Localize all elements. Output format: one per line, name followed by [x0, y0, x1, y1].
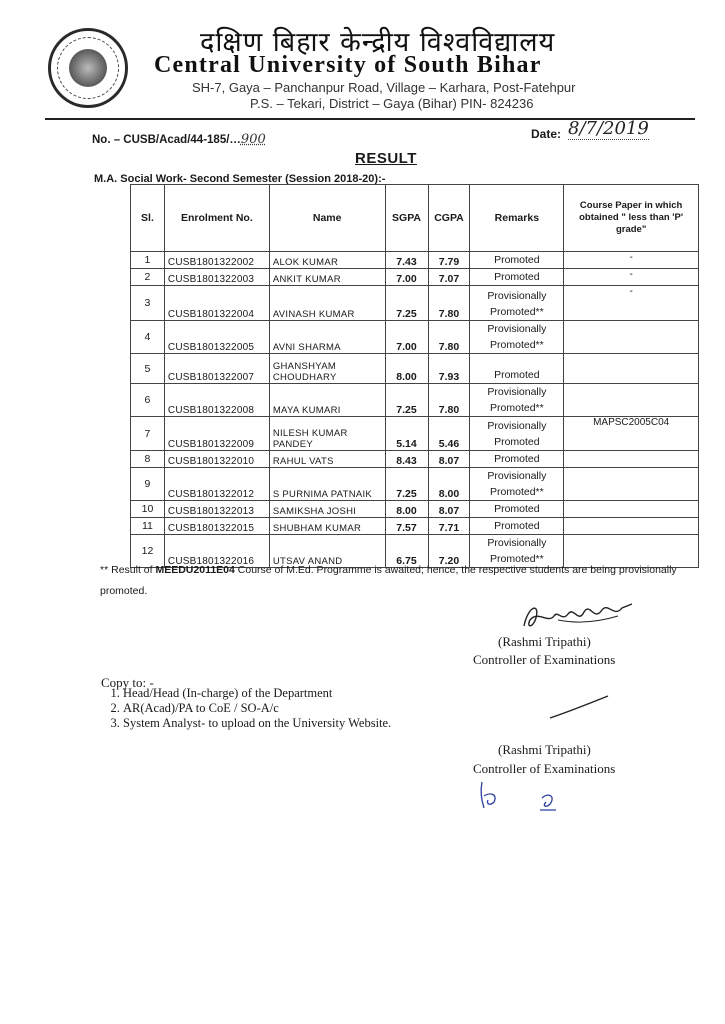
header-sgpa: SGPA — [385, 185, 428, 252]
cell-sgpa: 5.14 — [385, 417, 428, 451]
cell-cgpa: 5.46 — [428, 417, 470, 451]
cell-course-paper: - — [564, 252, 699, 269]
cell-remarks: Promoted — [470, 501, 564, 518]
header-enrolment: Enrolment No. — [164, 185, 269, 252]
cell-cgpa: 7.93 — [428, 354, 470, 384]
cell-sgpa: 8.00 — [385, 354, 428, 384]
results-table-body — [131, 252, 699, 568]
cell-sgpa: 7.00 — [385, 269, 428, 286]
cell-remarks: Promoted — [470, 451, 564, 468]
cell-sl: 7 — [131, 417, 165, 451]
cell-enrolment: CUSB1801322008 — [164, 384, 269, 417]
cell-enrolment: CUSB1801322007 — [164, 354, 269, 384]
cell-sl: 5 — [131, 354, 165, 384]
cell-course-paper: MAPSC2005C04 — [564, 417, 699, 451]
cell-enrolment: CUSB1801322009 — [164, 417, 269, 451]
cell-remarks: Promoted — [470, 252, 564, 269]
cell-course-paper — [564, 501, 699, 518]
cell-remarks: Provisionally Promoted** — [470, 286, 564, 321]
cell-enrolment: CUSB1801322005 — [164, 321, 269, 354]
cell-sl: 2 — [131, 269, 165, 286]
table-row — [131, 384, 699, 417]
cell-remarks: Provisionally Promoted** — [470, 535, 564, 568]
date-handwritten: 8/7/2019 — [568, 118, 649, 139]
copy-to-label: Copy to: - — [101, 675, 154, 690]
table-header-row — [131, 185, 699, 252]
table-row — [131, 468, 699, 501]
cell-course-paper — [564, 354, 699, 384]
signatory-2-name: (Rashmi Tripathi) — [498, 742, 591, 757]
cell-course-paper: - — [564, 269, 699, 286]
programme-heading: M.A. Social Work- Second Semester (Session 2018-20):- — [94, 173, 386, 185]
table-row — [131, 518, 699, 535]
table-row — [131, 417, 699, 451]
cell-cgpa: 7.80 — [428, 286, 470, 321]
cell-sgpa: 8.00 — [385, 501, 428, 518]
cell-sgpa: 7.00 — [385, 321, 428, 354]
cell-cgpa: 7.79 — [428, 252, 470, 269]
footnote-marker: ** — [100, 564, 109, 576]
table-row — [131, 501, 699, 518]
reference-label: No. – CUSB/Acad/44-185/… — [92, 134, 241, 146]
cell-remarks: Provisionally Promoted** — [470, 384, 564, 417]
cell-course-paper — [564, 321, 699, 354]
cell-sgpa: 7.25 — [385, 384, 428, 417]
table-row — [131, 451, 699, 468]
cell-name: RAHUL VATS — [269, 451, 385, 468]
table-row — [131, 252, 699, 269]
cell-enrolment: CUSB1801322010 — [164, 451, 269, 468]
university-name-english: Central University of South Bihar — [154, 52, 542, 78]
cell-name: ANKIT KUMAR — [269, 269, 385, 286]
page-title: RESULT — [355, 150, 417, 167]
header-cgpa: CGPA — [428, 185, 470, 252]
cell-name: GHANSHYAM CHOUDHARY — [269, 354, 385, 384]
results-table — [130, 184, 699, 568]
cell-remarks: Promoted — [470, 518, 564, 535]
cell-cgpa: 8.07 — [428, 451, 470, 468]
cell-name: ALOK KUMAR — [269, 252, 385, 269]
cell-sl: 1 — [131, 252, 165, 269]
cell-name: UTSAV ANAND — [269, 535, 385, 568]
signatory-1-name: (Rashmi Tripathi) — [498, 634, 591, 649]
copy-to-item: 3. System Analyst- to upload on the University Website. — [123, 716, 391, 731]
cell-sgpa: 8.43 — [385, 451, 428, 468]
table-row — [131, 321, 699, 354]
header-remarks: Remarks — [470, 185, 564, 252]
cell-name: AVINASH KUMAR — [269, 286, 385, 321]
signatory-2-designation: Controller of Examinations — [473, 761, 616, 776]
address-line-1: SH-7, Gaya – Panchanpur Road, Village – Karhara, Post-Fatehpur — [192, 80, 576, 95]
seal-emblem — [69, 49, 107, 87]
footnote-prefix: Result of — [111, 564, 153, 576]
cell-cgpa: 8.00 — [428, 468, 470, 501]
cell-sgpa: 7.25 — [385, 468, 428, 501]
cell-sl: 6 — [131, 384, 165, 417]
cell-sl: 3 — [131, 286, 165, 321]
cell-name: NILESH KUMAR PANDEY — [269, 417, 385, 451]
signature-2-stroke — [548, 694, 610, 720]
header-sl: Sl. — [131, 185, 165, 252]
cell-course-paper — [564, 384, 699, 417]
cell-sl: 4 — [131, 321, 165, 354]
cell-remarks: Provisionally Promoted** — [470, 321, 564, 354]
footnote-text: Course of M.Ed. Programme is awaited; hence, the respective students are being provisionally promoted. — [100, 564, 677, 597]
cell-cgpa: 7.80 — [428, 384, 470, 417]
cell-enrolment: CUSB1801322016 — [164, 535, 269, 568]
footnote — [100, 560, 690, 602]
cell-cgpa: 7.71 — [428, 518, 470, 535]
copy-to-item: 2. AR(Acad)/PA to CoE / SO-A/c — [123, 701, 391, 716]
cell-sl: 11 — [131, 518, 165, 535]
cell-course-paper — [564, 468, 699, 501]
cell-enrolment: CUSB1801322003 — [164, 269, 269, 286]
cell-remarks: Provisionally Promoted — [470, 417, 564, 451]
table-row — [131, 269, 699, 286]
cell-enrolment: CUSB1801322013 — [164, 501, 269, 518]
header-course-paper: Course Paper in which obtained " less than 'P' grade" — [564, 185, 699, 252]
cell-enrolment: CUSB1801322002 — [164, 252, 269, 269]
cell-sl: 12 — [131, 535, 165, 568]
cell-sl: 8 — [131, 451, 165, 468]
header-name: Name — [269, 185, 385, 252]
cell-course-paper — [564, 518, 699, 535]
cell-cgpa: 7.20 — [428, 535, 470, 568]
cell-cgpa: 7.07 — [428, 269, 470, 286]
table-row — [131, 354, 699, 384]
copy-to-list — [103, 686, 391, 731]
cell-sgpa: 6.75 — [385, 535, 428, 568]
signatory-1-designation: Controller of Examinations — [473, 652, 616, 667]
footnote-course-code: MEEDU2011E04 — [155, 564, 235, 576]
reference-number — [92, 132, 266, 147]
cell-enrolment: CUSB1801322004 — [164, 286, 269, 321]
cell-enrolment: CUSB1801322015 — [164, 518, 269, 535]
cell-name: S PURNIMA PATNAIK — [269, 468, 385, 501]
cell-cgpa: 7.80 — [428, 321, 470, 354]
cell-sgpa: 7.43 — [385, 252, 428, 269]
cell-name: SHUBHAM KUMAR — [269, 518, 385, 535]
handwritten-initials — [476, 778, 566, 818]
cell-course-paper: - — [564, 286, 699, 321]
cell-name: SAMIKSHA JOSHI — [269, 501, 385, 518]
cell-sl: 10 — [131, 501, 165, 518]
cell-remarks: Promoted — [470, 269, 564, 286]
cell-sl: 9 — [131, 468, 165, 501]
cell-remarks: Provisionally Promoted** — [470, 468, 564, 501]
address-line-2: P.S. – Tekari, District – Gaya (Bihar) PIN- 824236 — [250, 96, 534, 111]
table-row — [131, 286, 699, 321]
cell-cgpa: 8.07 — [428, 501, 470, 518]
cell-name: MAYA KUMARI — [269, 384, 385, 417]
cell-name: AVNI SHARMA — [269, 321, 385, 354]
university-name-hindi: दक्षिण बिहार केन्द्रीय विश्वविद्यालय — [200, 27, 556, 58]
cell-sgpa: 7.25 — [385, 286, 428, 321]
date-label: Date: — [531, 127, 562, 141]
cell-sgpa: 7.57 — [385, 518, 428, 535]
cell-course-paper — [564, 451, 699, 468]
university-seal — [48, 28, 128, 108]
cell-remarks: Promoted — [470, 354, 564, 384]
signature-1 — [518, 598, 638, 634]
copy-to-item: 1. Head/Head (In-charge) of the Department — [123, 686, 391, 701]
cell-enrolment: CUSB1801322012 — [164, 468, 269, 501]
reference-number-handwritten: 900 — [240, 132, 266, 147]
